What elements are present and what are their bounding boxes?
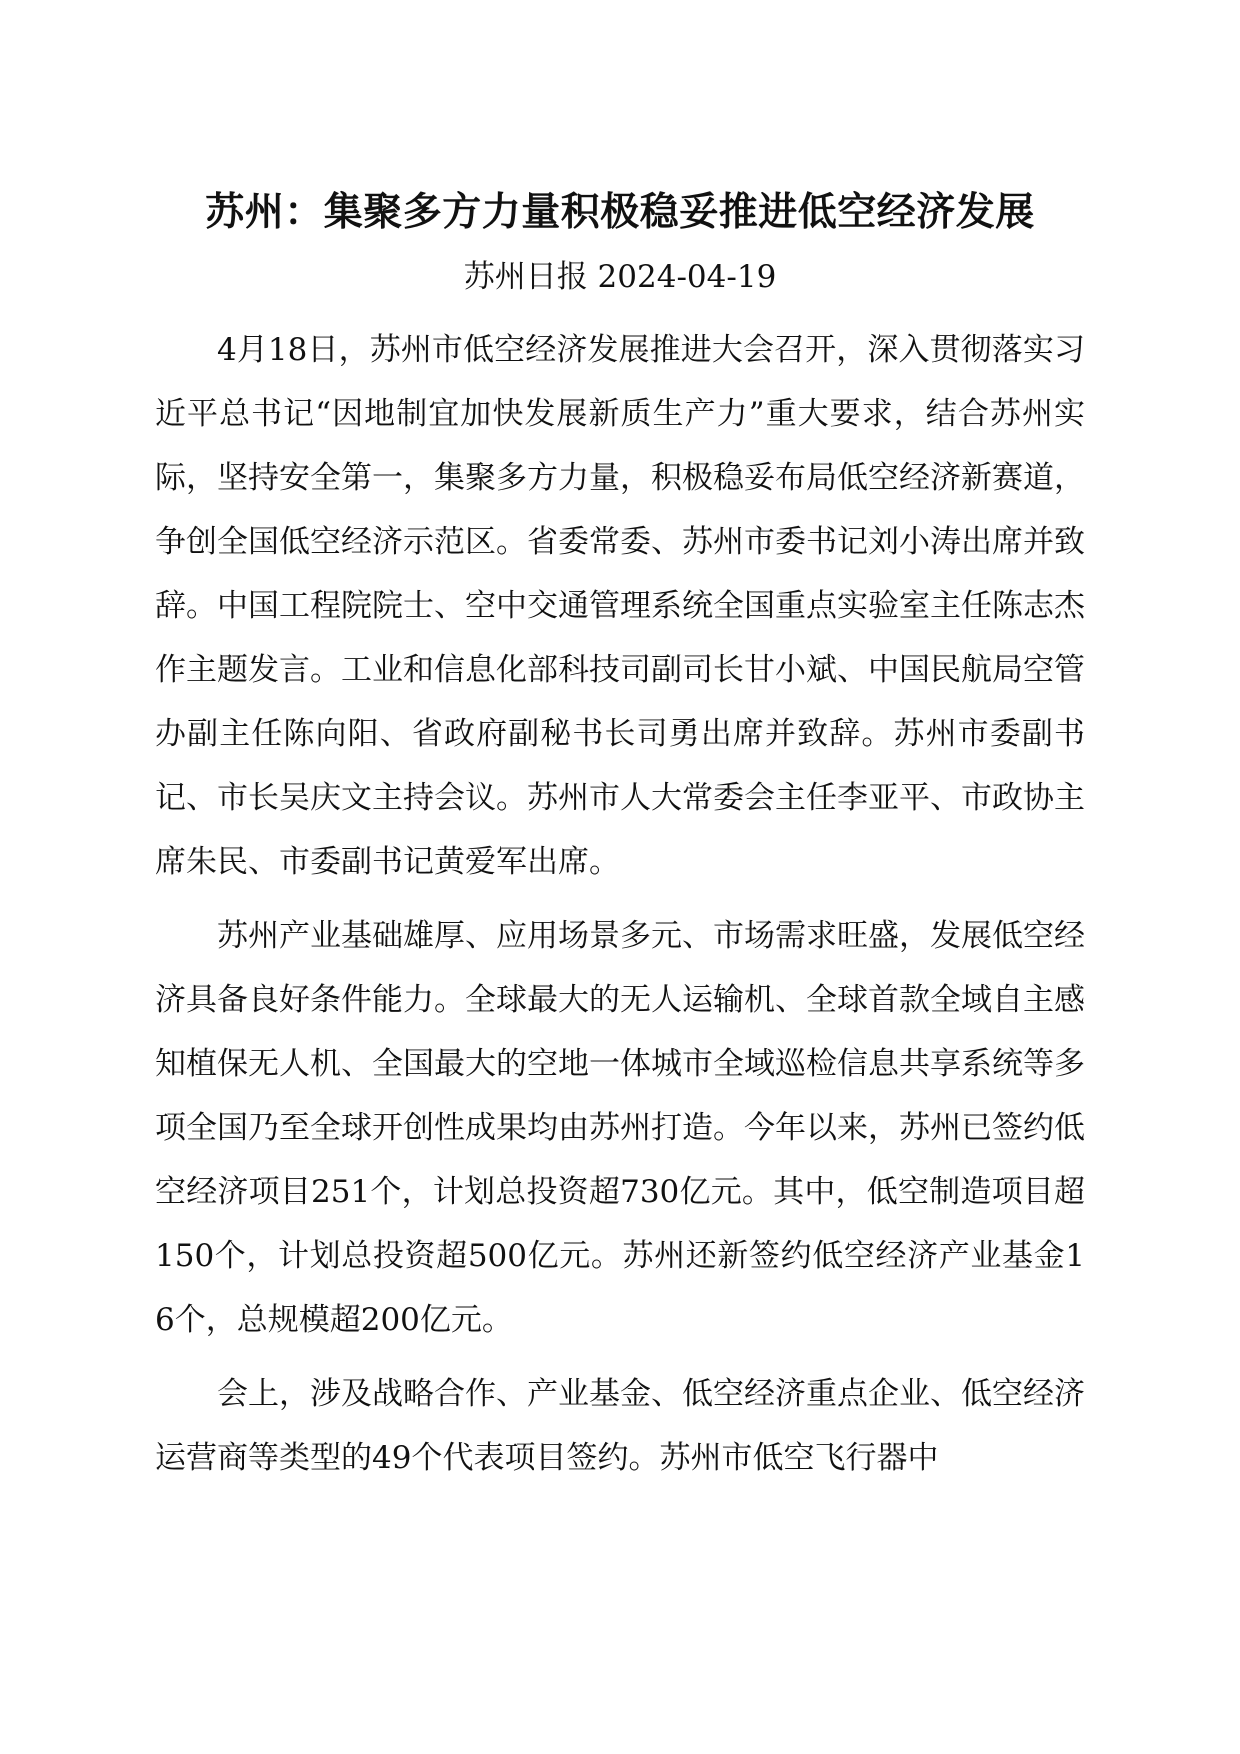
article-byline: 苏州日报 2024-04-19 [463,259,777,295]
paragraph: 会上，涉及战略合作、产业基金、低空经济重点企业、低空经济运营商等类型的49个代表项目签约。苏州市低空飞行器中 [155,1376,1085,1476]
paragraph: 4月18日，苏州市低空经济发展推进大会召开，深入贯彻落实习近平总书记“因地制宜加快发展新质生产力”重大要求，结合苏州实际，坚持安全第一，集聚多方力量，积极稳妥布局低空经济新赛道，争创全国低空经济示范区。省委常委、苏州市委书记刘小涛出席并致辞。中国工程院院士、空中交通管理系统全国重点实验室主任陈志杰作主题发言。工业和信息化部科技司副司长甘小斌、中国民航局空管办副主任陈向阳、省政府副秘书长司勇出席并致辞。苏州市委副书记、市长吴庆文主持会议。苏州市人大常委会主任李亚平、市政协主席朱民、市委副书记黄爱军出席。 [155,332,1085,880]
paragraph: 苏州产业基础雄厚、应用场景多元、市场需求旺盛，发展低空经济具备良好条件能力。全球最大的无人运输机、全球首款全域自主感知植保无人机、全国最大的空地一体城市全域巡检信息共享系统等多项全国乃至全球开创性成果均由苏州打造。今年以来，苏州已签约低空经济项目251个，计划总投资超730亿元。其中，低空制造项目超150个，计划总投资超500亿元。苏州还新签约低空经济产业基金16个，总规模超200亿元。 [155,918,1085,1338]
article-body [155,318,1085,1490]
article-title: 苏州：集聚多方力量积极稳妥推进低空经济发展 [205,189,1035,235]
